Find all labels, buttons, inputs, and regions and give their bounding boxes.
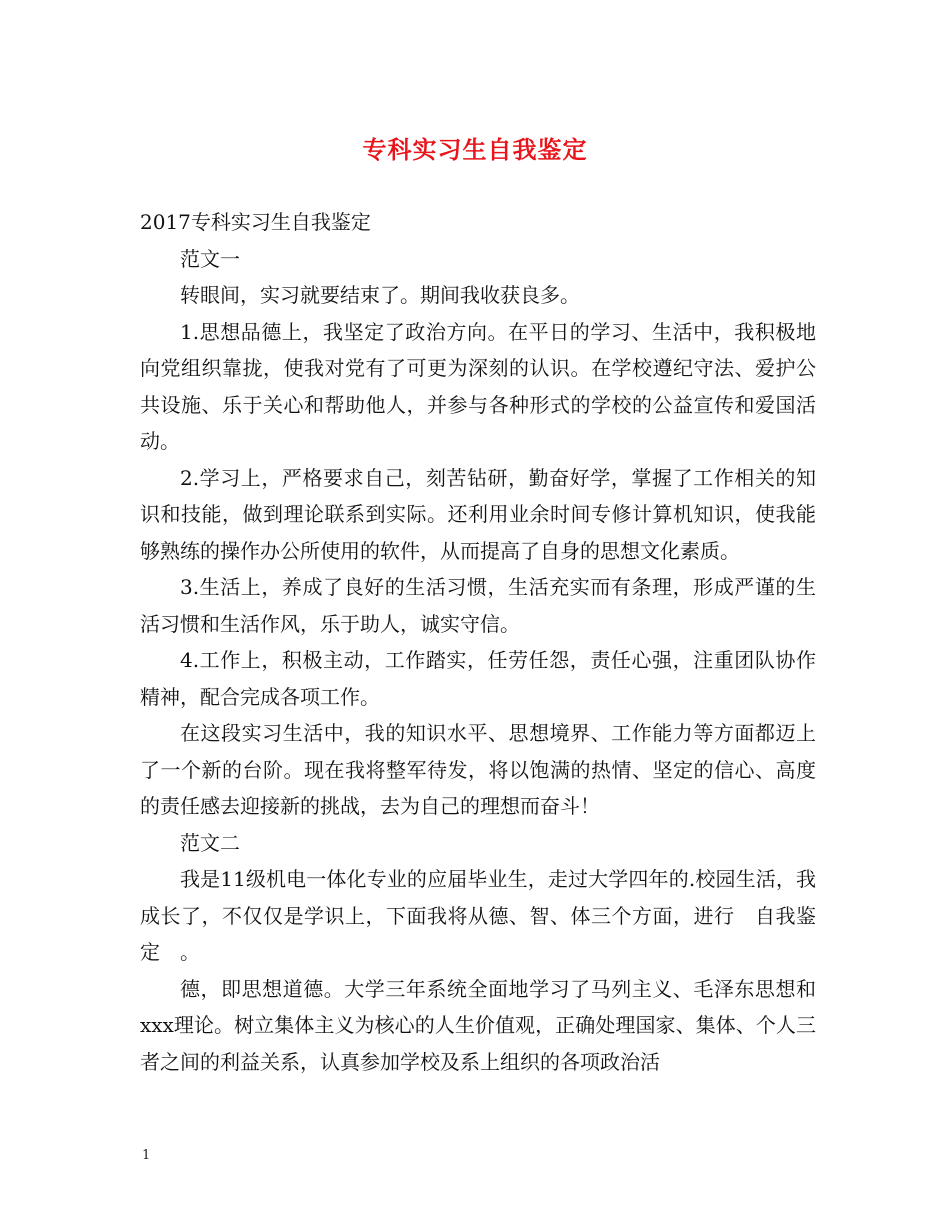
body-paragraph: 1.思想品德上，我坚定了政治方向。在平日的学习、生活中，我积极地向党组织靠拢，使我对党有了可更为深刻的认识。在学校遵纪守法、爱护公共设施、乐于关心和帮助他人，并参与各种形式的学校的公益宣传和爱国活动。 [140,319,816,453]
body-paragraph: 4.工作上，积极主动，工作踏实，任劳任怨，责任心强，注重团队协作精神，配合完成各项工作。 [140,648,816,709]
body-paragraph: 2.学习上，严格要求自己，刻苦钻研，勤奋好学，掌握了工作相关的知识和技能，做到理论联系到实际。还利用业余时间专修计算机知识，使我能够熟练的操作办公所使用的软件，从而提高了自身的思想文化素质。 [140,465,816,563]
document-title: 专科实习生自我鉴定 [362,135,588,164]
body-paragraph: 德，即思想道德。大学三年系统全面地学习了马列主义、毛泽东思想和xxx理论。树立集体主义为核心的人生价值观，正确处理国家、集体、个人三者之间的利益关系，认真参加学校及系上组织的各项政治活 [140,976,816,1074]
body-paragraph: 转眼间，实习就要结束了。期间我收获良多。 [180,283,580,307]
subtitle-line: 2017专科实习生自我鉴定 [140,210,371,234]
document-body [140,204,816,1080]
body-paragraph: 在这段实习生活中，我的知识水平、思想境界、工作能力等方面都迈上了一个新的台阶。现在我将整军待发，将以饱满的热情、坚定的信心、高度的责任感去迎接新的挑战，去为自己的理想而奋斗！ [140,721,816,818]
page-number: 1 [142,1148,151,1163]
body-paragraph: 我是11级机电一体化专业的应届毕业生，走过大学四年的.校园生活，我成长了，不仅仅是学识上，下面我将从德、智、体三个方面，进行 自我鉴定 。 [140,867,816,964]
section-heading-sample-two: 范文二 [180,830,240,855]
section-heading-sample-one: 范文一 [180,246,240,271]
body-paragraph: 3.生活上，养成了良好的生活习惯，生活充实而有条理，形成严谨的生活习惯和生活作风，乐于助人，诚实守信。 [140,575,816,636]
